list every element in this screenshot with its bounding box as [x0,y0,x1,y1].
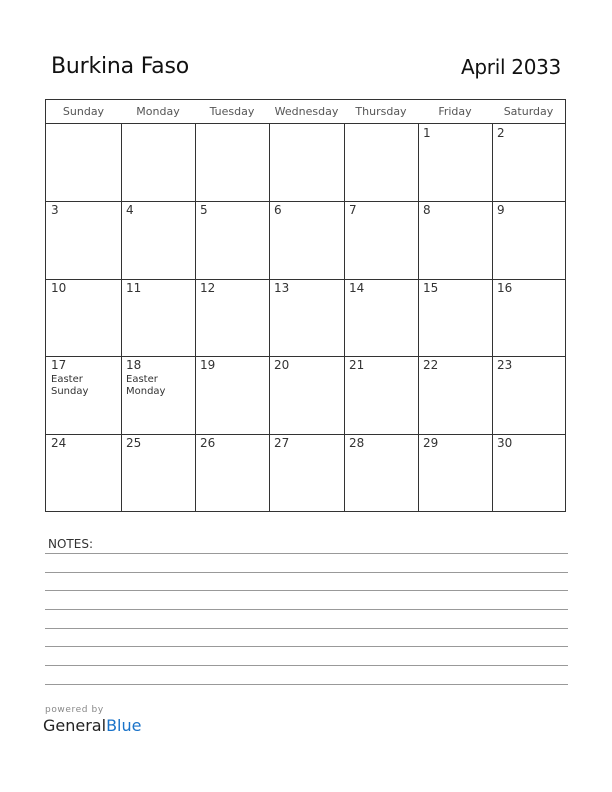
grid-row-divider [46,201,565,202]
holiday-label-line: Monday [126,386,166,397]
day-number: 24 [51,436,67,450]
day-number: 17 [51,358,67,372]
day-number: 13 [274,281,290,295]
holiday-label-line: Easter [126,374,158,385]
day-number: 28 [349,436,365,450]
note-line [45,572,568,573]
day-number: 25 [126,436,142,450]
calendar-country-title: Burkina Faso [51,54,189,79]
brand-general-text: General [43,716,107,735]
day-number: 27 [274,436,290,450]
note-line [45,609,568,610]
day-number: 30 [497,436,513,450]
grid-column-divider [121,124,122,511]
grid-column-divider [492,124,493,511]
day-number: 12 [200,281,216,295]
powered-by-text: powered by [45,705,104,715]
day-number: 20 [274,358,290,372]
note-line [45,590,568,591]
day-number: 5 [200,203,208,217]
holiday-label [51,374,88,398]
note-line [45,665,568,666]
grid-column-divider [195,124,196,511]
grid-column-divider [418,124,419,511]
weekday-thursday: Thursday [355,105,407,118]
grid-row-divider [46,356,565,357]
day-number: 6 [274,203,282,217]
day-number: 26 [200,436,216,450]
day-number: 23 [497,358,513,372]
calendar-month-title: April 2033 [461,55,561,79]
day-number: 16 [497,281,513,295]
day-number: 11 [126,281,142,295]
grid-row-divider [46,434,565,435]
weekday-tuesday: Tuesday [209,105,255,118]
grid-column-divider [269,124,270,511]
day-number: 2 [497,126,505,140]
day-number: 14 [349,281,365,295]
weekday-saturday: Saturday [503,105,554,118]
weekday-monday: Monday [136,105,180,118]
day-number: 22 [423,358,439,372]
holiday-label-line: Sunday [51,386,89,397]
weekday-header-row [46,100,565,124]
day-number: 29 [423,436,439,450]
generalblue-logo [43,716,141,735]
day-number: 7 [349,203,357,217]
notes-label: NOTES: [48,537,93,551]
grid-row-divider [46,279,565,280]
day-number: 10 [51,281,67,295]
note-line [45,553,568,554]
brand-blue-text: Blue [106,716,142,735]
note-line [45,646,568,647]
day-number: 8 [423,203,431,217]
day-number: 4 [126,203,134,217]
day-number: 9 [497,203,505,217]
day-number: 1 [423,126,431,140]
grid-column-divider [344,124,345,511]
calendar-grid [45,99,566,512]
weekday-sunday: Sunday [62,105,105,118]
day-number: 19 [200,358,216,372]
day-number: 3 [51,203,59,217]
weekday-wednesday: Wednesday [274,105,339,118]
day-number: 15 [423,281,439,295]
day-number: 18 [126,358,142,372]
holiday-label-line: Easter [51,374,83,385]
note-line [45,684,568,685]
note-line [45,628,568,629]
weekday-friday: Friday [438,105,472,118]
holiday-label [126,374,165,398]
day-number: 21 [349,358,365,372]
